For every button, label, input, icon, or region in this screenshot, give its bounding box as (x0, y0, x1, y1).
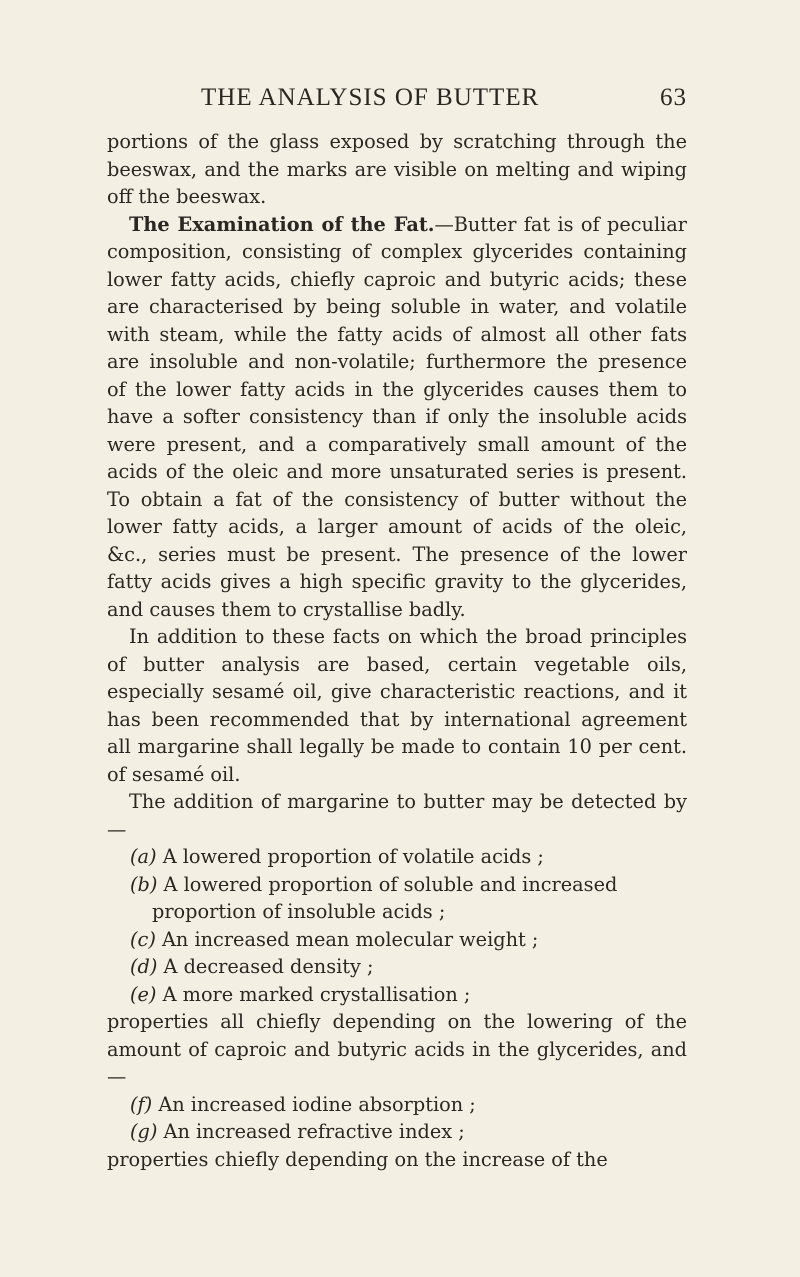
page-body (107, 128, 687, 1173)
detection-list-2 (107, 1091, 687, 1146)
list-item-text: An increased mean molecular weight ; (161, 927, 539, 951)
paragraph-detection-intro: The addition of margarine to butter may be detected by— (107, 790, 687, 841)
paragraph-examination (107, 211, 687, 624)
list-item (107, 926, 687, 954)
list-item (107, 1118, 687, 1146)
page-header (107, 84, 687, 116)
list-item-text: An increased iodine absorption ; (158, 1092, 476, 1116)
running-title: THE ANALYSIS OF BUTTER (201, 84, 540, 111)
paragraph-text: —Butter fat is of peculiar composition, consisting of complex glycerides containing lower fatty acids, chiefly caproic and butyric acids; these are characterised by being soluble in water, and volatile with steam, while the fatty acids of almost all other fats are insoluble and non-volatile; furthermore the presence of the lower fatty acids in the glycerides causes them to have a softer consistency than if only the insoluble acids were present, and a comparatively small amount of the acids of the oleic and more unsaturated series is present. To obtain a fat of the consistency of butter without the lower fatty acids, a larger amount of acids of the oleic, &c., series must be present. The presence of the lower fatty acids gives a high specific gravity to the glycerides, and causes them to crystallise badly. (107, 212, 687, 621)
paragraph-continued: portions of the glass exposed by scratching through the beeswax, and the marks are visible on melting and wiping off the beeswax. (107, 130, 687, 208)
section-heading: The Examination of the Fat. (129, 212, 435, 236)
list-item (107, 843, 687, 871)
list-item-text: A lowered proportion of volatile acids ; (162, 845, 544, 868)
list-marker: (g) (130, 1120, 158, 1143)
paragraph-properties-2: properties chiefly depending on the increase of the (107, 1147, 608, 1171)
list-marker: (f) (130, 1092, 153, 1116)
list-item (107, 1091, 687, 1119)
page-number: 63 (660, 84, 687, 111)
list-item (107, 981, 687, 1009)
list-marker: (e) (130, 982, 157, 1006)
detection-list-1 (107, 843, 687, 1008)
list-marker: (d) (130, 955, 158, 978)
list-marker: (b) (130, 872, 158, 896)
list-item-text: A decreased density ; (163, 955, 374, 978)
list-marker: (c) (130, 927, 156, 951)
list-marker: (a) (130, 845, 157, 868)
list-item-text: A more marked crystallisation ; (162, 982, 471, 1006)
list-item (107, 871, 687, 926)
list-item-text: An increased refractive index ; (163, 1120, 465, 1143)
paragraph-addition: In addition to these facts on which the broad principles of butter analysis are based, certain vegetable oils, especially sesamé oil, give characteristic reactions, and it has been recommended that by international agreement all margarine shall legally be made to contain 10 per cent. of sesamé oil. (107, 625, 687, 786)
paragraph-properties-1: properties all chiefly depending on the lowering of the amount of caproic and butyric acids in the glycerides, and— (107, 1010, 687, 1088)
list-item-text: A lowered proportion of soluble and increased proportion of insoluble acids ; (152, 872, 618, 923)
list-item (107, 953, 687, 981)
